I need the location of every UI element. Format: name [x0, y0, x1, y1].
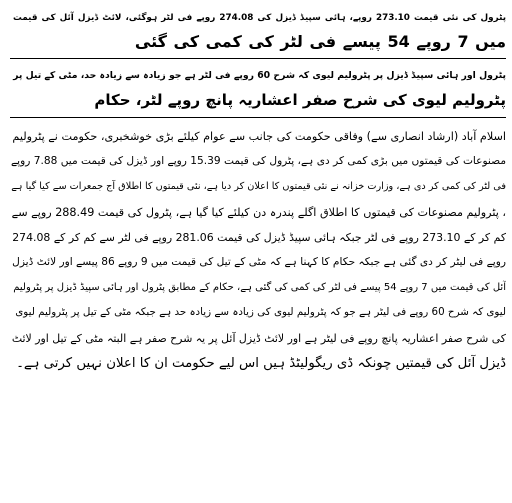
headline-line: میں 7 روپے 54 پیسے فی لٹر کی کمی کی گئی — [134, 32, 506, 51]
article-body-line: ، پٹرولیم مصنوعات کی قیمتوں کا اطلاق اگلے پندرہ دن کیلئے کیا گیا ہے، پٹرول کی قیمت 288.49 روپے سے — [11, 205, 506, 219]
headline-divider — [10, 58, 506, 59]
subheadline-divider — [10, 117, 506, 118]
article-body-line: آئل کی قیمت میں 7 روپے 54 پیسے فی لٹر کی کمی کی گئی ہے، حکام کے مطابق پٹرول اور ہائی سپیڈ ڈیزل پر پٹرولیم — [13, 282, 506, 294]
article-body-line: کی شرح صفر اعشاریہ پانچ روپے فی لیٹر ہے اور لائٹ ڈیزل آئل پر یہ شرح صفر ہے البتہ مٹی کے تیل اور لائٹ — [11, 331, 506, 345]
article-body-line: فی لٹر کی کمی کر دی ہے، وزارت خزانہ نے نئی قیمتوں کا اعلان کر دیا ہے، نئی قیمتوں کا اطلاق آج جمعرات سے کیا گیا ہے — [11, 181, 506, 193]
headline — [10, 0, 506, 54]
subheadline-line: پٹرولیم لیوی کی شرح صفر اعشاریہ پانچ روپے لٹر، حکام — [94, 91, 506, 109]
subheadline-line: پٹرول اور ہائی سپیڈ ڈیزل پر پٹرولیم لیوی کہ شرح 60 روپے فی لٹر ہے جو زیادہ سے زیادہ حد، مٹی کے تیل پر — [13, 70, 506, 81]
article-body-line: روپے فی لیٹر کر دی گئی ہے جبکہ حکام کا کہنا ہے کہ مٹی کے تیل کی قیمت میں 9 روپے 86 پیسے اور لائٹ ڈیزل — [12, 256, 506, 269]
article-body-line: مصنوعات کی قیمتوں میں بڑی کمی کر دی ہے، پٹرول کی قیمت 15.39 روپے اور ڈیزل کی قیمت میں 7.88 روپے — [10, 155, 506, 168]
article-body-line: لیوی کہ شرح 60 روپے فی لیٹر ہے جو کہ پٹرولیم لیوی کی زیادہ سے زیادہ حد ہے جبکہ مٹی کے تیل پر پٹرولیم لیوی — [15, 306, 506, 319]
article-body — [10, 122, 506, 376]
article-body-line: کم کر کے 273.10 روپے فی لٹر جبکہ ہائی سپیڈ ڈیزل کی قیمت 281.06 روپے فی لٹر سے کم کر کے 274.08 — [12, 230, 506, 244]
subheadline — [10, 63, 506, 113]
article-body-line: ڈیزل آئل کی قیمتیں چونکہ ڈی ریگولیٹڈ ہیں اس لیے حکومت ان کا اعلان نہیں کرتی ہے۔ — [16, 355, 506, 371]
headline-line: پٹرول کی نئی قیمت 273.10 روپے، ہائی سپیڈ ڈیزل کی 274.08 روپے فی لٹر ہوگئی، لائٹ ڈیزل آئل کی قیمت — [12, 13, 506, 23]
article-body-line: اسلام آباد (ارشاد انصاری سے) وفاقی حکومت کی جانب سے عوام کیلئے بڑی خوشخبری، حکومت نے پٹرولیم — [12, 130, 506, 143]
